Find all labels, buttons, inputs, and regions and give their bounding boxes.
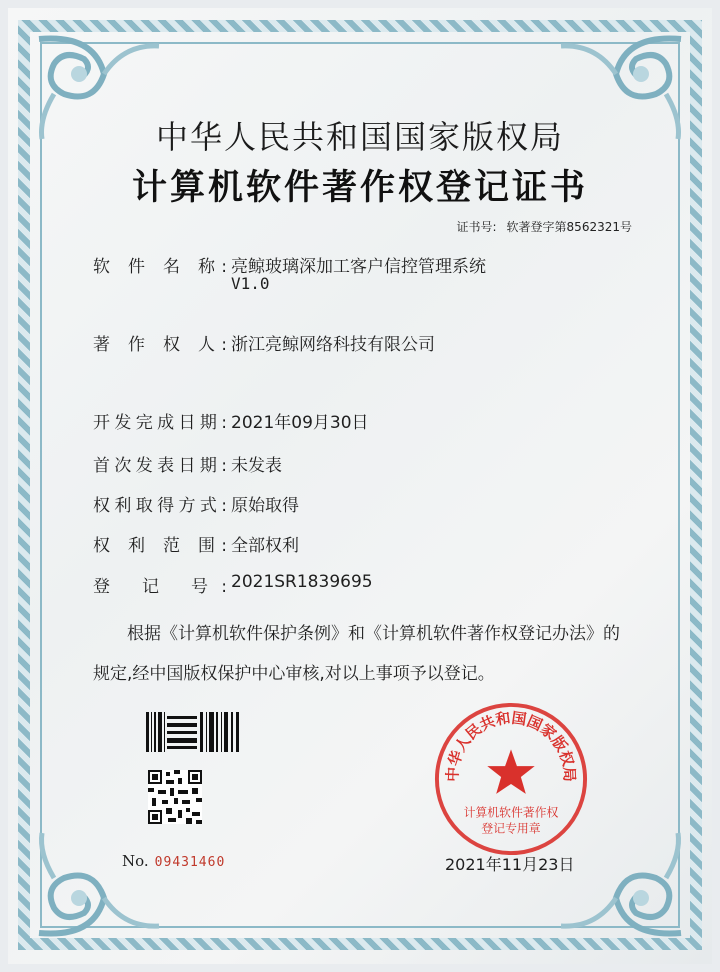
serial-number-value: 09431460 [154,855,226,870]
field-publication-date [93,451,282,476]
field-value: 2021SR1839695 [231,572,373,592]
official-seal [432,700,590,858]
corner-ornament-icon [34,828,164,938]
issuer-title: 中华人民共和国国家版权局 [155,118,564,156]
seal-line-2: 登记专用章 [481,821,541,836]
field-value: 亮鲸玻璃深加工客户信控管理系统 [231,257,486,277]
qr-code-icon [148,770,202,824]
field-label: 权 利 范 围: [93,536,227,556]
field-acquisition-method [93,491,299,516]
field-label: 登 记 号: [93,577,227,597]
field-label: 首次发表日期: [93,456,227,476]
field-value: 未发表 [231,456,282,476]
software-version: V1.0 [231,274,270,293]
serial-number-label: No. [122,852,149,870]
field-software-name [93,252,486,277]
barcode-icon [146,712,242,752]
seal-ring-text: 中华人民共和国国家版权局 [444,709,578,783]
certificate-title: 计算机软件著作权登记证书 [131,167,588,208]
legal-statement-line: 根据《计算机软件保护条例》和《计算机软件著作权登记办法》的 [127,624,620,644]
legal-statement-line: 规定,经中国版权保护中心审核,对以上事项予以登记。 [93,664,495,684]
field-registration-number [93,572,373,597]
field-value: 原始取得 [231,496,299,516]
certificate-number [447,218,633,235]
certificate-number-value: 软著登字第8562321号 [506,220,632,234]
field-completion-date [93,408,369,433]
field-value: 浙江亮鲸网络科技有限公司 [231,335,435,355]
serial-number [122,852,225,870]
field-label: 开发完成日期: [93,413,227,433]
star-icon [487,749,534,793]
issue-date: 2021年11月23日 [445,855,575,874]
field-value: 全部权利 [231,536,299,556]
field-rights-scope [93,531,299,556]
field-value: 2021年09月30日 [231,413,369,433]
field-label: 著 作 权 人: [93,335,227,355]
field-label: 软 件 名 称: [93,257,227,277]
legal-statement [93,614,653,694]
seal-line-1: 计算机软件著作权 [463,805,559,820]
certificate-number-label: 证书号: [456,220,497,234]
field-label: 权利取得方式: [93,496,227,516]
field-copyright-owner [93,330,435,355]
